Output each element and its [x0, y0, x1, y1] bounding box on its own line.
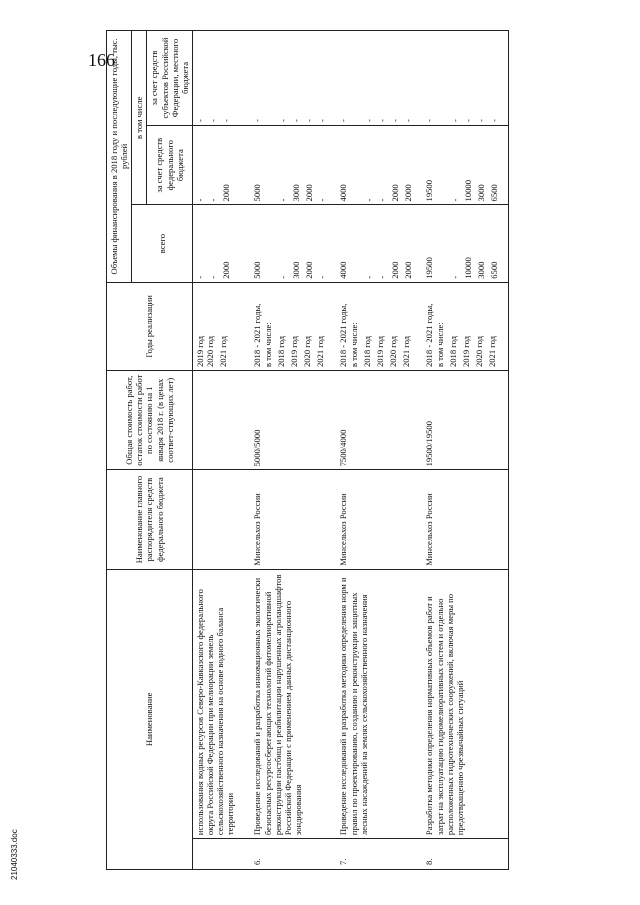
reg-value: -: [403, 119, 414, 122]
header-name: Наименование: [107, 569, 193, 869]
funding-table: [106, 30, 509, 870]
total-value: [437, 208, 450, 278]
row-fed: [336, 126, 422, 205]
row-name: Проведение исследований и разработка инновационных экологически безопасных ресурсосберегающих технологий фитомелиоративной реконструкции пастбищ и реабилитации нарушенных агроландшафтов Российской Федерации с применением данных дистанционного зондирования: [250, 569, 336, 838]
fed-value: 3000: [291, 184, 302, 202]
total-value: 2000: [304, 261, 315, 279]
total-value: [265, 208, 278, 278]
fed-value: 2000: [304, 184, 315, 202]
years-value: в том числе:: [434, 322, 445, 368]
row-reg: [336, 31, 422, 126]
years-value: 2018 год: [275, 335, 286, 368]
row-cost: 7500/4000: [336, 371, 422, 470]
total-value: -: [317, 275, 328, 279]
years-value: 2020 год: [387, 335, 398, 368]
fed-value: -: [450, 198, 461, 202]
fed-value: 2000: [220, 184, 231, 202]
table-row: [336, 31, 422, 870]
header-fed: за счет средств федерального бюджета: [147, 126, 193, 205]
reg-value: -: [338, 119, 349, 122]
fed-value: 2000: [403, 184, 414, 202]
row-number: 8.: [422, 839, 508, 870]
row-total: [336, 205, 422, 282]
total-value: 3000: [476, 261, 487, 279]
row-fed: [250, 126, 336, 205]
total-value: 2000: [390, 261, 401, 279]
total-value: -: [194, 275, 205, 279]
fed-value: 10000: [463, 179, 474, 202]
reg-value: -: [424, 119, 435, 122]
years-value: 2018 год: [361, 335, 372, 368]
reg-value: -: [364, 119, 375, 122]
header-incl: в том числе: [132, 31, 147, 205]
years-value: 2018 - 2021 годы,: [252, 303, 263, 368]
table-row: [250, 31, 336, 870]
reg-value: -: [252, 119, 263, 122]
fed-value: -: [278, 198, 289, 202]
reg-value: -: [463, 119, 474, 122]
row-total: [250, 205, 336, 282]
row-years: [336, 282, 422, 370]
row-number: 6.: [250, 839, 336, 870]
total-value: -: [364, 275, 375, 279]
header-funding: Объемы финансирования в 2018 году и последующие годы, тыс. рублей: [107, 31, 132, 283]
years-value: в том числе:: [262, 322, 273, 368]
reg-value: [265, 34, 278, 122]
reg-value: -: [450, 119, 461, 122]
row-ministry: Минсельхоз России: [336, 470, 422, 569]
row-reg: [422, 31, 508, 126]
fed-value: -: [364, 198, 375, 202]
reg-value: -: [194, 119, 205, 122]
years-value: 2020 год: [205, 335, 216, 368]
fed-value: [265, 129, 278, 201]
row-ministry: Минсельхоз России: [422, 470, 508, 569]
years-value: 2021 год: [486, 335, 497, 368]
total-value: -: [450, 275, 461, 279]
reg-value: -: [278, 119, 289, 122]
years-value: 2019 год: [374, 335, 385, 368]
header-cost: Общая стоимость работ, остаток стоимости работ по состоянию на 1 января 2018 г. (в ценах соответ-ствующих лет): [107, 371, 193, 470]
row-fed: [422, 126, 508, 205]
fed-value: 5000: [252, 184, 263, 202]
fed-value: [351, 129, 364, 201]
reg-value: -: [207, 119, 218, 122]
footer-code: 21040333.doc: [10, 829, 19, 880]
years-value: 2018 год: [447, 335, 458, 368]
header-reg: за счет средств субъектов Российской Федерации, местного бюджета: [147, 31, 193, 126]
total-value: 2000: [403, 261, 414, 279]
total-value: 2000: [220, 261, 231, 279]
row-cost: 19500/19500: [422, 371, 508, 470]
total-value: 4000: [338, 261, 349, 279]
reg-value: -: [476, 119, 487, 122]
fed-value: -: [207, 198, 218, 202]
row-fed: [192, 126, 250, 205]
years-value: 2018 - 2021 годы,: [338, 303, 349, 368]
page-number: 166: [88, 50, 115, 70]
fed-value: 2000: [390, 184, 401, 202]
years-value: 2020 год: [473, 335, 484, 368]
total-value: 19500: [424, 257, 435, 279]
total-value: [351, 208, 364, 278]
table-row: [422, 31, 508, 870]
row-cost: [192, 371, 250, 470]
total-value: 5000: [252, 261, 263, 279]
total-value: -: [207, 275, 218, 279]
years-value: 2018 - 2021 годы,: [424, 303, 435, 368]
years-value: 2019 год: [460, 335, 471, 368]
years-value: 2019 год: [194, 335, 205, 368]
years-value: 2021 год: [218, 335, 229, 368]
reg-value: [437, 34, 450, 122]
fed-value: 4000: [338, 184, 349, 202]
total-value: -: [278, 275, 289, 279]
table-row: [192, 31, 250, 870]
total-value: -: [377, 275, 388, 279]
years-value: в том числе:: [348, 322, 359, 368]
reg-value: -: [317, 119, 328, 122]
years-value: 2021 год: [400, 335, 411, 368]
row-ministry: Минсельхоз России: [250, 470, 336, 569]
total-value: 3000: [291, 261, 302, 279]
row-total: [192, 205, 250, 282]
fed-value: -: [377, 198, 388, 202]
table-header: [107, 31, 193, 870]
fed-value: -: [317, 198, 328, 202]
row-years: [250, 282, 336, 370]
row-years: [192, 282, 250, 370]
row-name: использования водных ресурсов Северо-Кавказского федерального округа Российской Федерации при мелиорации земель сельскохозяйственного назначения на основе водного баланса территории: [192, 569, 250, 838]
reg-value: -: [220, 119, 231, 122]
header-years: Годы реализации: [107, 282, 193, 370]
row-name: Проведение исследований и разработка методики определения норм и правил по проектированию, созданию и реконструкции защитных лесных насаждений на землях сельскохозяйственного назначения: [336, 569, 422, 838]
fed-value: 3000: [476, 184, 487, 202]
reg-value: -: [390, 119, 401, 122]
row-reg: [250, 31, 336, 126]
fed-value: -: [194, 198, 205, 202]
total-value: 10000: [463, 257, 474, 279]
table-body: [192, 31, 508, 870]
years-value: 2020 год: [301, 335, 312, 368]
row-ministry: [192, 470, 250, 569]
reg-value: -: [377, 119, 388, 122]
row-number: 7.: [336, 839, 422, 870]
reg-value: -: [304, 119, 315, 122]
row-total: [422, 205, 508, 282]
row-cost: 5000/5000: [250, 371, 336, 470]
fed-value: [437, 129, 450, 201]
years-value: 2019 год: [288, 335, 299, 368]
reg-value: -: [489, 119, 500, 122]
reg-value: [351, 34, 364, 122]
row-reg: [192, 31, 250, 126]
row-years: [422, 282, 508, 370]
header-ministry: Наименование главного распорядителя средств федерального бюджета: [107, 470, 193, 569]
total-value: 6500: [489, 261, 500, 279]
footer-wrap: [10, 829, 19, 881]
years-value: 2021 год: [314, 335, 325, 368]
reg-value: -: [291, 119, 302, 122]
header-total: всего: [132, 205, 193, 282]
page-number-wrap: [88, 49, 115, 70]
row-number: [192, 839, 250, 870]
rotated-content: [40, 30, 600, 870]
fed-value: 19500: [424, 179, 435, 202]
fed-value: 6500: [489, 184, 500, 202]
row-name: Разработка методики определения нормативных объемов работ и затрат на эксплуатацию гидромелиоративных систем и отдельно расположенных гидротехнических сооружений, включая меры по предотвращению чрезвычайных ситуаций: [422, 569, 508, 838]
